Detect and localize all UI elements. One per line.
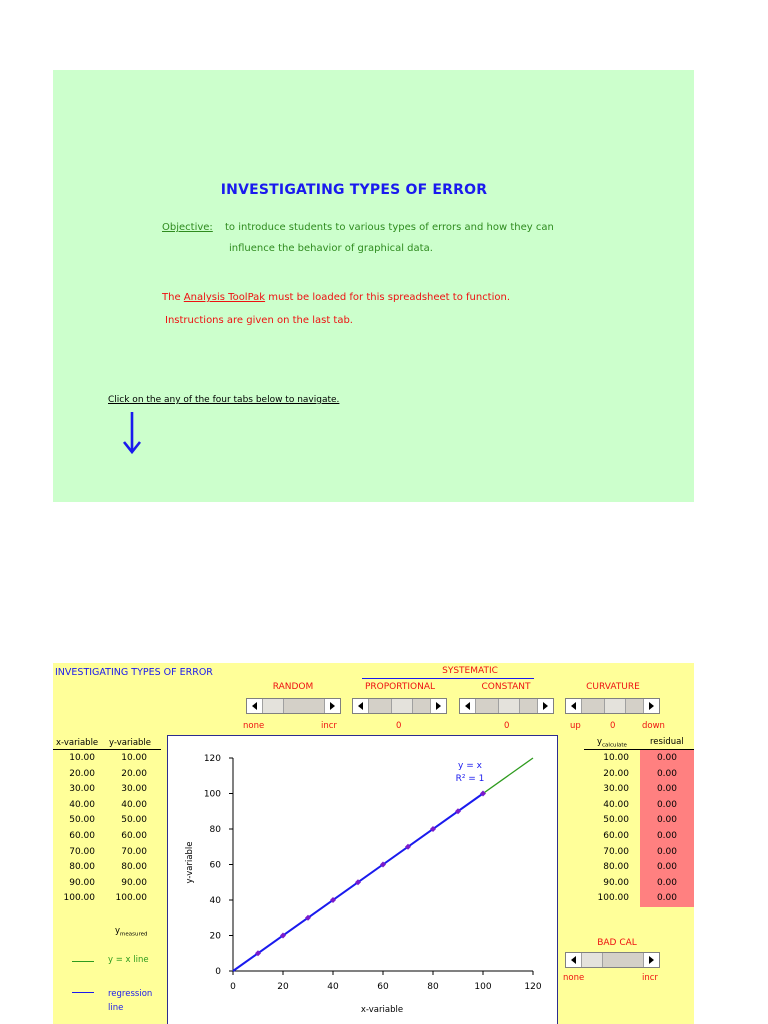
sheet-title: INVESTIGATING TYPES OF ERROR <box>55 667 213 678</box>
y-calculate-header: $y_{calculate}$ <box>597 737 627 749</box>
x-value-cell: 90.00 <box>69 877 95 888</box>
y-calculate-cell: 70.00 <box>603 846 629 857</box>
residual-cell: 0.00 <box>656 753 677 763</box>
y-value-cell: 80.00 <box>121 862 147 873</box>
y-value-cell: 70.00 <box>121 846 147 857</box>
badcal-increase-button[interactable] <box>643 953 659 967</box>
simulation-sheet <box>53 663 694 1024</box>
y-tick-label: 80 <box>209 825 221 835</box>
down-arrow-icon <box>121 410 143 456</box>
y-calculate-cell: 10.00 <box>603 753 629 763</box>
random-increase-button[interactable] <box>324 699 340 713</box>
constant-scrollbar[interactable] <box>459 698 554 714</box>
badcal-decrease-button[interactable] <box>566 953 582 967</box>
proportional-header: PROPORTIONAL <box>364 682 435 692</box>
y-tick-label: 60 <box>209 860 221 871</box>
x-value-cell: 10.00 <box>69 753 95 763</box>
x-value-cell: 30.00 <box>69 784 95 795</box>
random-right-label: incr <box>321 721 337 731</box>
r-squared-annotation: R² = 1 <box>455 774 485 784</box>
yx-legend-swatch <box>72 961 94 962</box>
proportional-increase-button[interactable] <box>430 699 446 713</box>
y-calculate-cell: 100.00 <box>597 893 629 904</box>
systematic-header: SYSTEMATIC <box>442 666 498 676</box>
random-header: RANDOM <box>272 682 314 692</box>
y-calculate-cell: 80.00 <box>603 862 629 873</box>
curvature-header: CURVATURE <box>586 682 640 692</box>
x-value-cell: 50.00 <box>69 815 95 826</box>
random-scroll-thumb[interactable] <box>262 699 284 713</box>
proportional-value: 0 <box>396 721 402 731</box>
left-table-rule <box>53 749 161 750</box>
curvature-scrollbar[interactable] <box>565 698 660 714</box>
curvature-value: 0 <box>610 721 616 731</box>
x-value-cell: 60.00 <box>69 830 95 841</box>
y-calculate-cell: 40.00 <box>603 799 629 810</box>
regression-legend-swatch <box>72 992 94 993</box>
badcal-scrollbar[interactable] <box>565 952 660 968</box>
proportional-scrollbar[interactable] <box>352 698 447 714</box>
badcal-header: BAD CAL <box>597 938 637 948</box>
constant-increase-button[interactable] <box>537 699 553 713</box>
constant-decrease-button[interactable] <box>460 699 476 713</box>
y-tick-label: 100 <box>203 789 221 800</box>
residual-cell: 0.00 <box>656 830 677 841</box>
badcal-right-label: incr <box>642 973 658 983</box>
regression-legend-label-2: line <box>108 1003 124 1013</box>
constant-scroll-thumb[interactable] <box>498 699 520 713</box>
random-left-label: none <box>243 721 265 731</box>
residual-cell: 0.00 <box>656 815 677 826</box>
y-value-cell: 90.00 <box>121 877 147 888</box>
constant-value: 0 <box>504 721 510 731</box>
y-value-cell: 50.00 <box>121 815 147 826</box>
curvature-increase-button[interactable] <box>643 699 659 713</box>
y-tick-label: 40 <box>209 896 221 906</box>
y-value-cell: 60.00 <box>121 830 147 841</box>
x-variable-header: x-variable <box>56 738 99 748</box>
proportional-scroll-thumb[interactable] <box>391 699 413 713</box>
y-values-column <box>103 751 147 907</box>
y-calculate-column <box>585 751 629 907</box>
systematic-underline <box>362 678 534 679</box>
objective-label: Objective: <box>162 222 213 233</box>
toolpak-notice <box>162 292 510 303</box>
residual-header: residual <box>650 737 684 747</box>
equation-annotation: y = x <box>458 761 482 771</box>
y-calculate-cell: 50.00 <box>603 815 629 826</box>
nav-instruction: Click on the any of the four tabs below to navigate. <box>108 395 340 405</box>
regression-legend-label: regression <box>108 989 153 999</box>
random-scrollbar[interactable] <box>246 698 341 714</box>
x-tick-label: 80 <box>427 982 439 992</box>
y-axis-title: y-variable <box>185 841 195 884</box>
random-decrease-button[interactable] <box>247 699 263 713</box>
x-tick-label: 40 <box>327 982 339 992</box>
toolpak-prefix: The <box>162 292 184 303</box>
y-value-cell: 30.00 <box>121 784 147 795</box>
objective-text-line1: to introduce students to various types of errors and how they can <box>225 222 554 233</box>
x-values-column <box>53 751 95 907</box>
residual-cell: 0.00 <box>656 784 677 795</box>
intro-panel <box>53 70 694 502</box>
residual-cell: 0.00 <box>656 846 677 857</box>
residual-column <box>640 751 677 907</box>
objective-text-line2: influence the behavior of graphical data. <box>229 243 433 254</box>
y-tick-label: 20 <box>209 931 221 942</box>
intro-title: INVESTIGATING TYPES OF ERROR <box>220 182 488 198</box>
x-value-cell: 80.00 <box>69 862 95 873</box>
y-value-cell: 20.00 <box>121 768 147 779</box>
constant-header: CONSTANT <box>481 682 531 692</box>
residual-cell: 0.00 <box>656 862 677 873</box>
toolpak-instructions: Instructions are given on the last tab. <box>165 315 353 326</box>
x-value-cell: 40.00 <box>69 799 95 810</box>
y-variable-header: y-variable <box>109 738 152 748</box>
y-value-cell: 100.00 <box>115 893 147 904</box>
x-value-cell: 70.00 <box>69 846 95 857</box>
y-value-cell: 10.00 <box>121 753 147 763</box>
x-tick-label: 0 <box>230 982 236 992</box>
x-value-cell: 100.00 <box>63 893 95 904</box>
x-tick-label: 60 <box>377 982 389 992</box>
x-tick-label: 100 <box>474 982 492 992</box>
curvature-scroll-thumb[interactable] <box>604 699 626 713</box>
y-calculate-cell: 60.00 <box>603 830 629 841</box>
y-value-cell: 40.00 <box>121 799 147 810</box>
x-tick-label: 120 <box>524 982 542 992</box>
badcal-scroll-thumb[interactable] <box>581 953 603 967</box>
y-calculate-cell: 20.00 <box>603 768 629 779</box>
residual-cell: 0.00 <box>656 799 677 810</box>
x-axis-title: x-variable <box>360 1005 404 1015</box>
curvature-left-label: up <box>570 721 581 731</box>
yx-legend-label: y = x line <box>108 955 149 965</box>
y-tick-label: 120 <box>203 754 221 764</box>
residual-cell: 0.00 <box>656 768 677 779</box>
x-value-cell: 20.00 <box>69 768 95 779</box>
proportional-decrease-button[interactable] <box>353 699 369 713</box>
toolpak-suffix: must be loaded for this spreadsheet to function. <box>265 292 511 303</box>
scatter-chart <box>168 736 559 1024</box>
curvature-right-label: down <box>642 721 665 731</box>
curvature-decrease-button[interactable] <box>566 699 582 713</box>
analysis-toolpak-link[interactable]: Analysis ToolPak <box>183 292 266 303</box>
y-calculate-cell: 30.00 <box>603 784 629 795</box>
y-calculate-cell: 90.00 <box>603 877 629 888</box>
y-measured-label: $y_{measured}$ <box>115 926 148 938</box>
badcal-left-label: none <box>563 973 585 983</box>
residual-cell: 0.00 <box>656 893 677 904</box>
y-tick-label: 0 <box>215 967 221 977</box>
x-tick-label: 20 <box>277 982 289 992</box>
residual-cell: 0.00 <box>656 877 677 888</box>
chart-area <box>167 735 558 1024</box>
